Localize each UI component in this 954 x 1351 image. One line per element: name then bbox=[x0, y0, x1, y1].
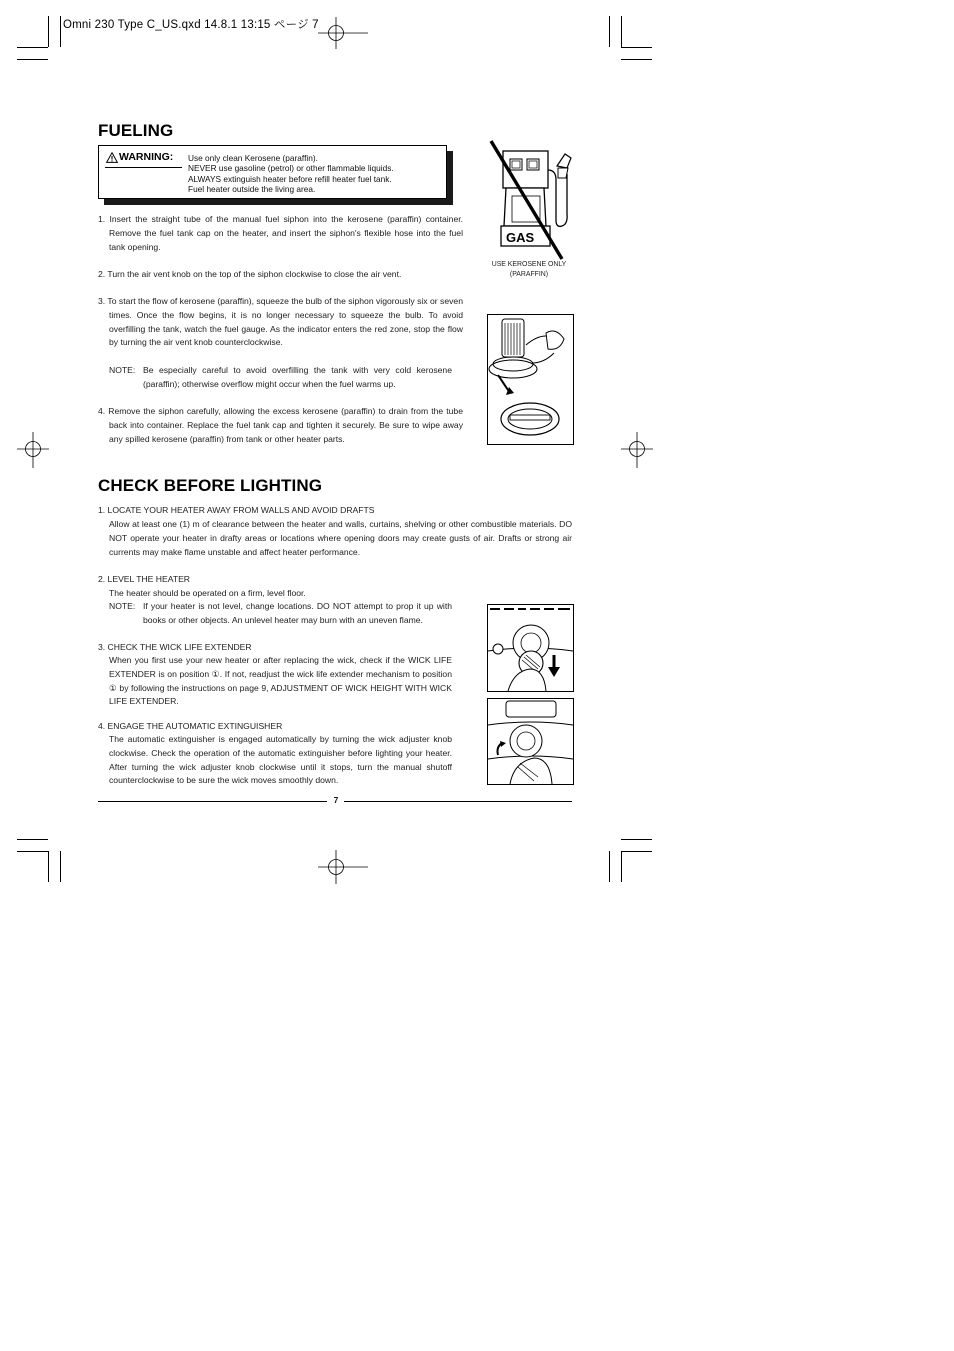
fuel-pump-illustration bbox=[484, 138, 576, 260]
gas-sign: GAS bbox=[506, 230, 535, 245]
siphon-refuel-illustration bbox=[488, 315, 573, 444]
warning-label: WARNING: bbox=[119, 151, 174, 163]
page-number: 7 bbox=[333, 795, 339, 805]
registration-target-right bbox=[621, 432, 653, 468]
warning-line: Use only clean Kerosene (paraffin). bbox=[188, 153, 318, 163]
siphon-figure bbox=[487, 314, 574, 445]
fueling-step-3: 3. To start the flow of kerosene (paraffin), squeeze the bulb of the siphon vigorously six or seven times. Once the flow begins, it is no longer necessary to squeeze the bulb. To avoid overfilling the tank, watch the fuel gauge. As the indicator enters the red zone, stop the flow by turning the air vent knob counterclockwise. bbox=[98, 296, 463, 348]
footer-rule-left bbox=[98, 801, 327, 802]
check-item-2-note-label: NOTE: bbox=[109, 601, 136, 611]
fueling-step-1: 1. Insert the straight tube of the manual fuel siphon into the kerosene (paraffin) container. Remove the fuel tank cap on the heater, and insert the siphon's flexible hose into the fuel tank opening. bbox=[98, 214, 463, 252]
check-item-4-text: The automatic extinguisher is engaged automatically by turning the wick adjuster knob clockwise. Check the operation of the automatic extinguisher before lighting your heater. After turning the wick adjuster knob clockwise until it stops, turn the manual shutoff counterclockwise to be sure the wick moves smoothly down. bbox=[109, 734, 452, 786]
warning-line: Fuel heater outside the living area. bbox=[188, 183, 316, 194]
check-item-3-text: When you first use your new heater or after replacing the wick, check if the WICK LIFE EXTENDER is on position ①. If not, readjust the wick life extender mechanism to position ① by following the instructions on page 9, ADJUSTMENT OF WICK HEIGHT WITH WICK LIFE EXTENDER. bbox=[109, 655, 452, 707]
warning-line: ALWAYS extinguish heater before refill heater fuel tank. bbox=[188, 173, 392, 184]
check-item-2-title: 2. LEVEL THE HEATER bbox=[98, 574, 191, 584]
pump-caption bbox=[484, 260, 574, 280]
fueling-heading: FUELING bbox=[98, 121, 174, 140]
warning-text bbox=[188, 153, 394, 194]
fueling-note-text: Be especially careful to avoid overfilling the tank with very cold kerosene (paraffin); otherwise overflow might occur when the fuel warms up. bbox=[143, 365, 452, 389]
check-item-2-text: The heater should be operated on a firm, level floor. bbox=[109, 588, 306, 598]
check-item-1-title: 1. LOCATE YOUR HEATER AWAY FROM WALLS AND AVOID DRAFTS bbox=[98, 505, 375, 515]
fueling-step-4: 4. Remove the siphon carefully, allowing the excess kerosene (paraffin) to drain from the tube back into container. Replace the fuel tank cap and tighten it securely. Be sure to wipe away any spilled kerosene (paraffin) from tank or other heater parts. bbox=[98, 406, 463, 444]
extinguisher-figure bbox=[487, 698, 574, 785]
warning-triangle-icon bbox=[106, 152, 118, 163]
check-item-3-title: 3. CHECK THE WICK LIFE EXTENDER bbox=[98, 642, 252, 652]
wick-extender-figure bbox=[487, 604, 574, 692]
manual-shutoff-illustration bbox=[488, 699, 573, 784]
fueling-note-label: NOTE: bbox=[109, 365, 136, 375]
pump-caption-line: USE KEROSENE ONLY bbox=[491, 261, 567, 268]
check-item-4-title: 4. ENGAGE THE AUTOMATIC EXTINGUISHER bbox=[98, 721, 283, 731]
pump-caption-line: (PARAFFIN) bbox=[509, 271, 549, 278]
registration-target-left bbox=[17, 432, 49, 468]
wick-adjuster-knob-illustration bbox=[488, 605, 573, 691]
warning-line: NEVER use gasoline (petrol) or other flammable liquids. bbox=[188, 163, 394, 174]
check-item-2-note-text: If your heater is not level, change locations. DO NOT attempt to prop it up with books or other objects. An unlevel heater may burn with an uneven flame. bbox=[143, 601, 452, 625]
fueling-step-2: 2. Turn the air vent knob on the top of the siphon clockwise to close the air vent. bbox=[98, 269, 402, 279]
check-heading: CHECK BEFORE LIGHTING bbox=[98, 476, 323, 495]
registration-target-bottom bbox=[318, 850, 368, 884]
file-info-header: Omni 230 Type C_US.qxd 14.8.1 13:15 ページ 7 bbox=[63, 19, 319, 31]
warning-box bbox=[98, 145, 447, 199]
warning-underline bbox=[105, 167, 182, 168]
check-item-1-text: Allow at least one (1) m of clearance between the heater and walls, curtains, shelving or other combustible materials. DO NOT operate your heater in drafty areas or locations where opening doors may create gusts of air. Drafts or strong air currents may make flame unstable and affect heater performance. bbox=[109, 519, 572, 557]
footer-rule-right bbox=[344, 801, 572, 802]
registration-target-top bbox=[318, 17, 368, 49]
